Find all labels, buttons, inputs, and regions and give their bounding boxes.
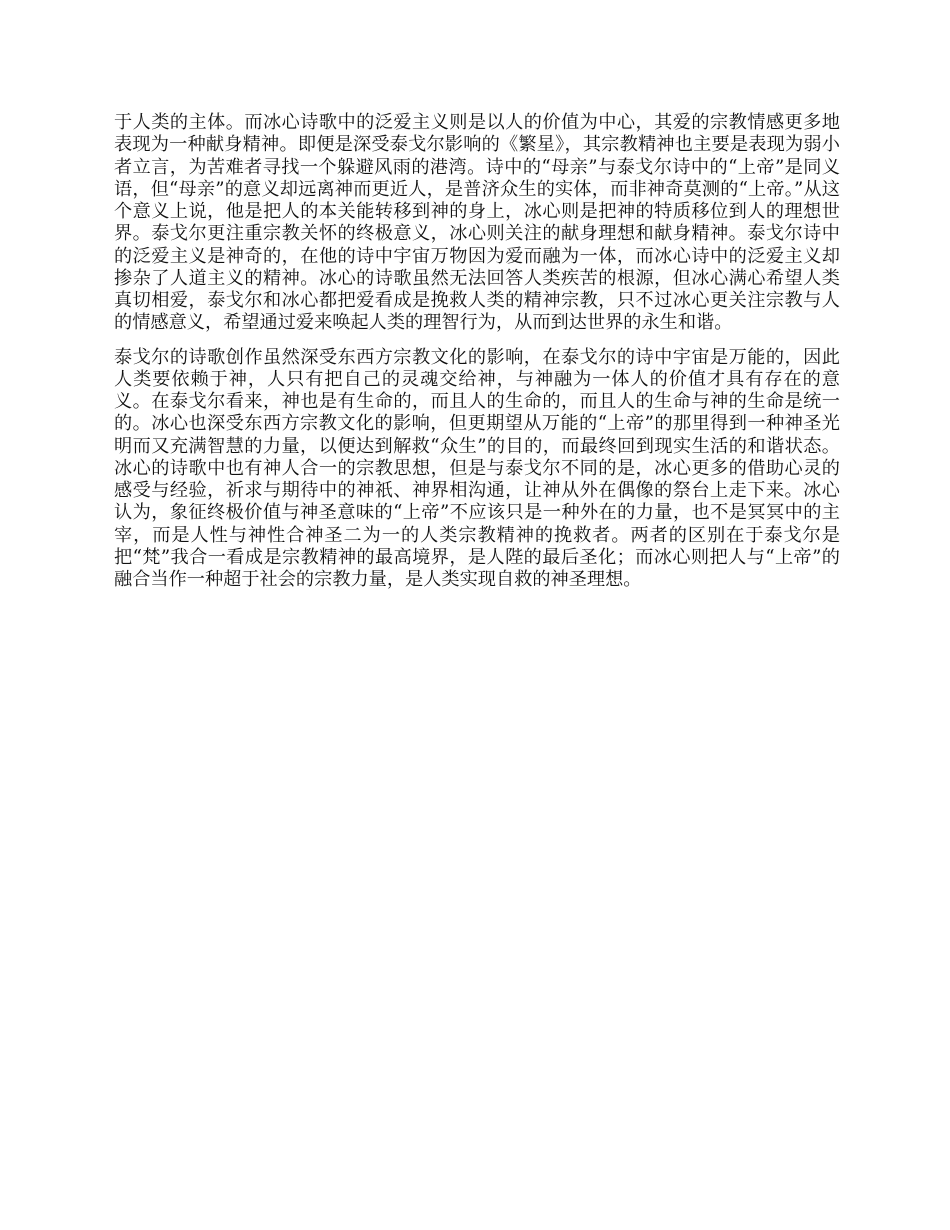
paragraph-2: 泰戈尔的诗歌创作虽然深受东西方宗教文化的影响，在泰戈尔的诗中宇宙是万能的，因此人类要依赖于神，人只有把自己的灵魂交给神，与神融为一体人的价值才具有存在的意义。在泰戈尔看来，神也是有生命的，而且人的生命的，而且人的生命与神的生命是统一的。冰心也深受东西方宗教文化的影响，但更期望从万能的“上帝”的那里得到一种神圣光明而又充满智慧的力量，以便达到解救“众生”的目的，而最终回到现实生活的和谐状态。冰心的诗歌中也有神人合一的宗教思想，但是与泰戈尔不同的是，冰心更多的借助心灵的感受与经验，祈求与期待中的神祇、神界相沟通，让神从外在偶像的祭台上走下来。冰心认为，象征终极价值与神圣意味的“上帝”不应该只是一种外在的力量，也不是冥冥中的主宰，而是人性与神性合神圣二为一的人类宗教精神的挽救者。两者的区别在于泰戈尔是把“梵”我合一看成是宗教精神的最高境界，是人陛的最后圣化；而冰心则把人与“上帝”的融合当作一种超于社会的宗教力量，是人类实现自救的神圣理想。 xyxy=(114,346,840,590)
document-body xyxy=(114,112,840,591)
paragraph-1: 于人类的主体。而冰心诗歌中的泛爱主义则是以人的价值为中心，其爱的宗教情感更多地表现为一种献身精神。即便是深受泰戈尔影响的《繁星》，其宗教精神也主要是表现为弱小者立言，为苦难者寻找一个躲避风雨的港湾。诗中的“母亲”与泰戈尔诗中的“上帝”是同义语，但“母亲”的意义却远离神而更近人，是普济众生的实体，而非神奇莫测的“上帝。”从这个意义上说，他是把人的本关能转移到神的身上，冰心则是把神的特质移位到人的理想世界。泰戈尔更注重宗教关怀的终极意义，冰心则关注的献身理想和献身精神。泰戈尔诗中的泛爱主义是神奇的，在他的诗中宇宙万物因为爱而融为一体，而冰心诗中的泛爱主义却掺杂了人道主义的精神。冰心的诗歌虽然无法回答人类疾苦的根源，但冰心满心希望人类真切相爱，泰戈尔和冰心都把爱看成是挽救人类的精神宗教，只不过冰心更关注宗教与人的情感意义，希望通过爱来唤起人类的理智行为，从而到达世界的永生和谐。 xyxy=(114,112,840,334)
